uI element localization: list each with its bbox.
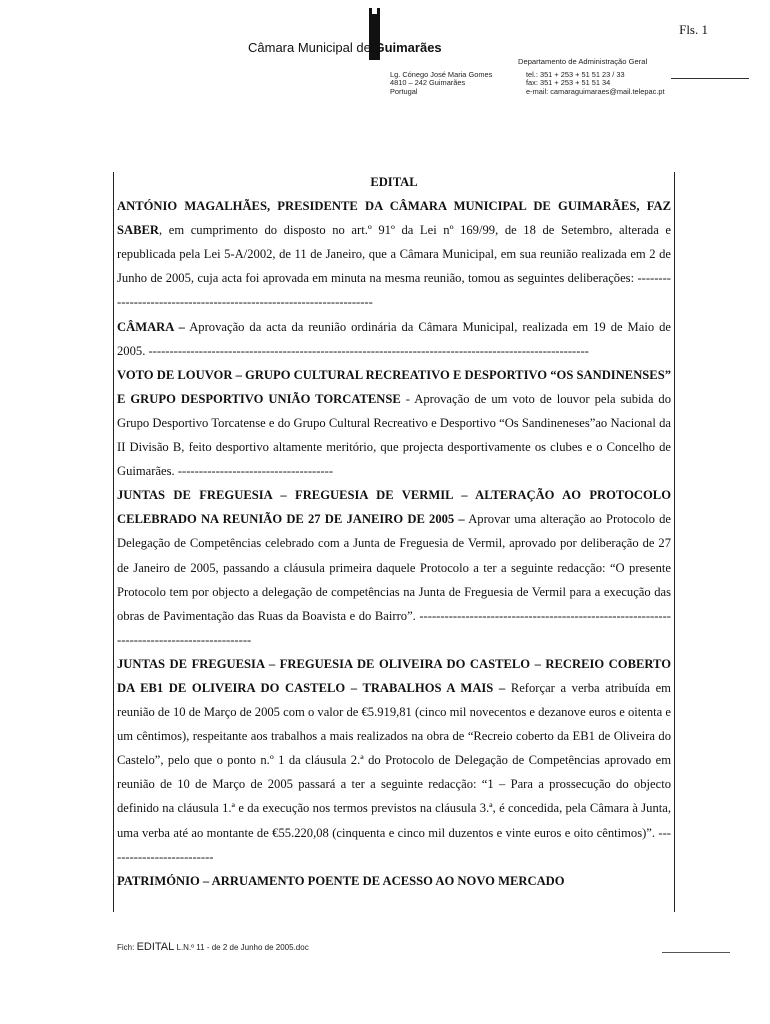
department-name: Departamento de Administração Geral (518, 57, 648, 66)
paragraph-heading: CÂMARA – (117, 319, 185, 334)
footer-rest: L.N.º 11 - de 2 de Junho de 2005.doc (174, 943, 309, 952)
footer-rule (662, 952, 730, 953)
municipality-logo (248, 40, 442, 55)
contact-line: tel.: 351 + 253 + 51 51 23 / 33 (526, 70, 625, 79)
paragraph-text: Aprovação da acta da reunião ordinária da Câmara Municipal, realizada em 19 de Maio de 2005. --------------------------------------------------------------------------------------------------------- (117, 319, 671, 358)
contact-line: e-mail: camaraguimaraes@mail.telepac.pt (526, 86, 665, 96)
paragraph-heading: VOTO DE LOUVOR – GRUPO CULTURAL RECREATIVO E DESPORTIVO “OS SANDINENSES” E GRUPO DESPORTIVO UNIÃO TORCATENSE (117, 367, 671, 406)
logo-prefix: Câmara Municipal de (248, 40, 375, 55)
paragraph-text: Reforçar a verba atribuída em reunião de 10 de Março de 2005 com o valor de €5.919,81 (cinco mil novecentos e dezanove euros e oitenta e um cêntimos), respeitante aos trabalhos a mais realizados na obra de “Recreio coberto da EB1 de Oliveira do Castelo”, pelo que o ponto n.º 1 da cláusula 2.ª do Protocolo de Delegação de Competências aprovado em reunião de 10 de Março de 2005 passará a ter a seguinte redacção: “1 – Para a prossecução do objecto definido na cláusula 1.ª e da execução nos termos previstos na cláusula 3.ª, é concedida, pela Câmara à Junta, uma verba até ao montante de €55.220,08 (cinquenta e cinco mil duzentos e vinte euros e oito cêntimos)”. -------------------------- (117, 680, 671, 864)
paragraph-heading: ANTÓNIO MAGALHÃES, PRESIDENTE DA CÂMARA MUNICIPAL DE GUIMARÃES, FAZ SABER (117, 199, 671, 238)
contact-line: fax: 351 + 253 + 51 51 34 (526, 78, 611, 88)
paragraph-text: - Aprovação de um voto de louvor pela subida do Grupo Desportivo Torcatense e do Grupo Cultural Recreativo e Desportivo “Os Sandineneses”ao Nacional da II Divisão B, feito desportivo altamente meritório, que projecta desportivamente os clubes e o Concelho de Guimarães. ------------------------------------- (117, 391, 671, 479)
paragraph-text: Aprovar uma alteração ao Protocolo de Delegação de Competências celebrado com a Junta de Freguesia de Vermil, aprovado por deliberação de 27 de Janeiro de 2005, passando a cláusula primeira daquele Protocolo a ter a seguinte redacção: “O presente Protocolo tem por objecto a delegação de competências na Junta de Freguesia de Vermil para a execução das obras de Pavimentação das Ruas da Boavista e do Bairro”. -------------------------------------------------------------------------------------------- (117, 512, 671, 647)
edict-body (117, 170, 671, 893)
paragraph-intro (117, 194, 671, 314)
paragraph-heading: JUNTAS DE FREGUESIA – FREGUESIA DE OLIVEIRA DO CASTELO – RECREIO COBERTO DA EB1 DE OLIVEIRA DO CASTELO – TRABALHOS A MAIS – (117, 656, 671, 695)
address-line: Portugal (390, 86, 418, 96)
paragraph-heading: PATRIMÓNIO – ARRUAMENTO POENTE DE ACESSO AO NOVO MERCADO (117, 873, 565, 888)
paragraph-text: , em cumprimento do disposto no art.º 91º da Lei nº 169/99, de 18 de Setembro, alterada e republicada pela Lei 5-A/2002, de 11 de Janeiro, que a Câmara Municipal, em sua reunião realizada em 2 de Junho de 2005, cuja acta foi aprovada em minuta na mesma reunião, tomou as seguintes deliberações: --------------------------------------------------------------------- (117, 223, 671, 310)
address-line: Lg. Cónego José Maria Gomes (390, 70, 493, 79)
header-rule (671, 78, 749, 79)
footer-prefix: Fich: (117, 943, 137, 952)
right-margin-rule (674, 172, 675, 912)
footer-name: EDITAL (136, 941, 175, 953)
paragraph-oliveira (117, 652, 671, 869)
logo-city: Guimarães (374, 40, 442, 55)
paragraph-vermil (117, 483, 671, 652)
paragraph-camara (117, 315, 671, 363)
page-number: Fls. 1 (679, 22, 708, 37)
left-margin-rule (113, 172, 114, 912)
address-line: 4810 – 242 Guimarães (390, 78, 466, 88)
postal-address (390, 71, 492, 96)
document-title: EDITAL (370, 175, 418, 189)
paragraph-heading: JUNTAS DE FREGUESIA – FREGUESIA DE VERMIL – ALTERAÇÃO AO PROTOCOLO CELEBRADO NA REUNIÃO DE 27 DE JANEIRO DE 2005 – (117, 488, 671, 527)
contact-info (526, 71, 665, 96)
paragraph-patrimonio (117, 869, 671, 893)
file-footer (117, 941, 309, 953)
paragraph-voto-louvor (117, 363, 671, 483)
